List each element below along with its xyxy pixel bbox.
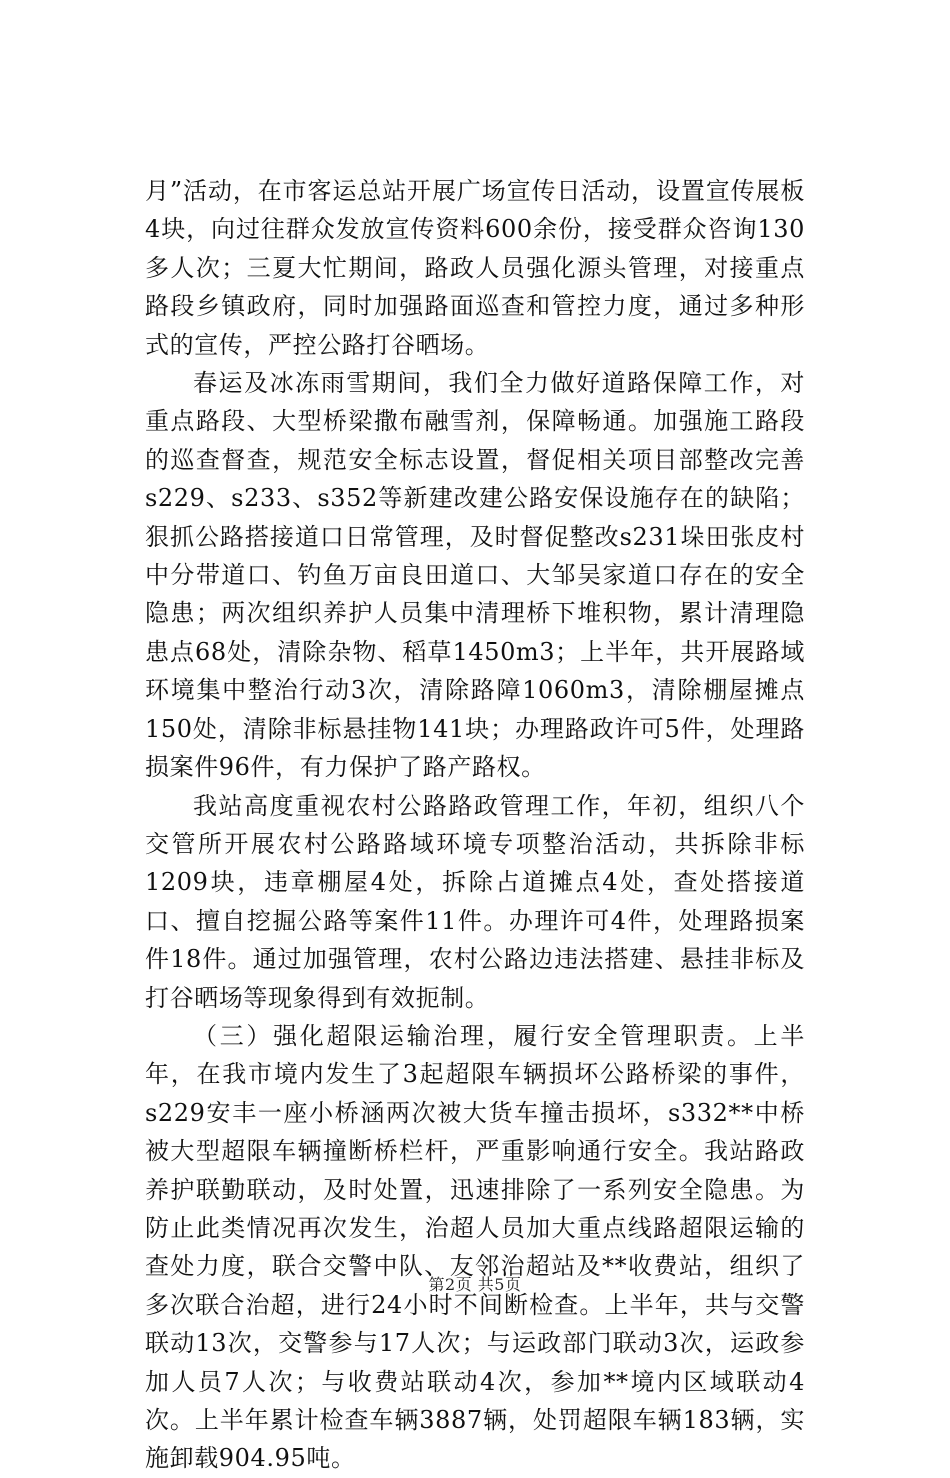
paragraph-rural-roads: 我站高度重视农村公路路政管理工作，年初，组织八个交管所开展农村公路路域环境专项整治活动，共拆除非标1209块，违章棚屋4处，拆除占道摊点4处，查处搭接道口、擅自挖掘公路等案件11件。办理许可4件，处理路损案件18件。通过加强管理，农村公路边违法搭建、悬挂非标及打谷晒场等现象得到有效扼制。: [145, 791, 805, 1012]
paragraph-continuation: 月”活动，在市客运总站开展广场宣传日活动，设置宣传展板4块，向过往群众发放宣传资料600余份，接受群众咨询130多人次；三夏大忙期间，路政人员强化源头管理，对接重点路段乡镇政府，同时加强路面巡查和管控力度，通过多种形式的宣传，严控公路打谷晒场。: [145, 177, 805, 359]
paragraph-overload-control: （三）强化超限运输治理，履行安全管理职责。上半年，在我市境内发生了3起超限车辆损坏公路桥梁的事件，s229安丰一座小桥涵两次被大货车撞击损坏，s332**中桥被大型超限车辆撞断桥栏杆，严重影响通行安全。我站路政养护联勤联动，及时处置，迅速排除了一系列安全隐患。为防止此类情况再次发生，治超人员加大重点线路超限运输的查处力度，联合交警中队、友邻治超站及**收费站，组织了多次联合治超，进行24小时不间断检查。上半年，共与交警联动13次，交警参与17人次；与运政部门联动3次，运政参加人员7人次；与收费站联动4次，参加**境内区域联动4次。上半年累计检查车辆3887辆，处罚超限车辆183辆，实施卸载904.95吨。: [145, 1021, 805, 1473]
page-footer: 第2页 共5页: [428, 1275, 522, 1294]
paragraph-spring-festival: 春运及冰冻雨雪期间，我们全力做好道路保障工作，对重点路段、大型桥梁撒布融雪剂，保障畅通。加强施工路段的巡查督查，规范安全标志设置，督促相关项目部整改完善s229、s233、s352等新建改建公路安保设施存在的缺陷；狠抓公路搭接道口日常管理，及时督促整改s231垛田张皮村中分带道口、钓鱼万亩良田道口、大邹吴家道口存在的安全隐患；两次组织养护人员集中清理桥下堆积物，累计清理隐患点68处，清除杂物、稻草1450m3；上半年，共开展路域环境集中整治行动3次，清除路障1060m3，清除棚屋摊点150处，清除非标悬挂物141块；办理路政许可5件，处理路损案件96件，有力保护了路产路权。: [145, 369, 805, 782]
